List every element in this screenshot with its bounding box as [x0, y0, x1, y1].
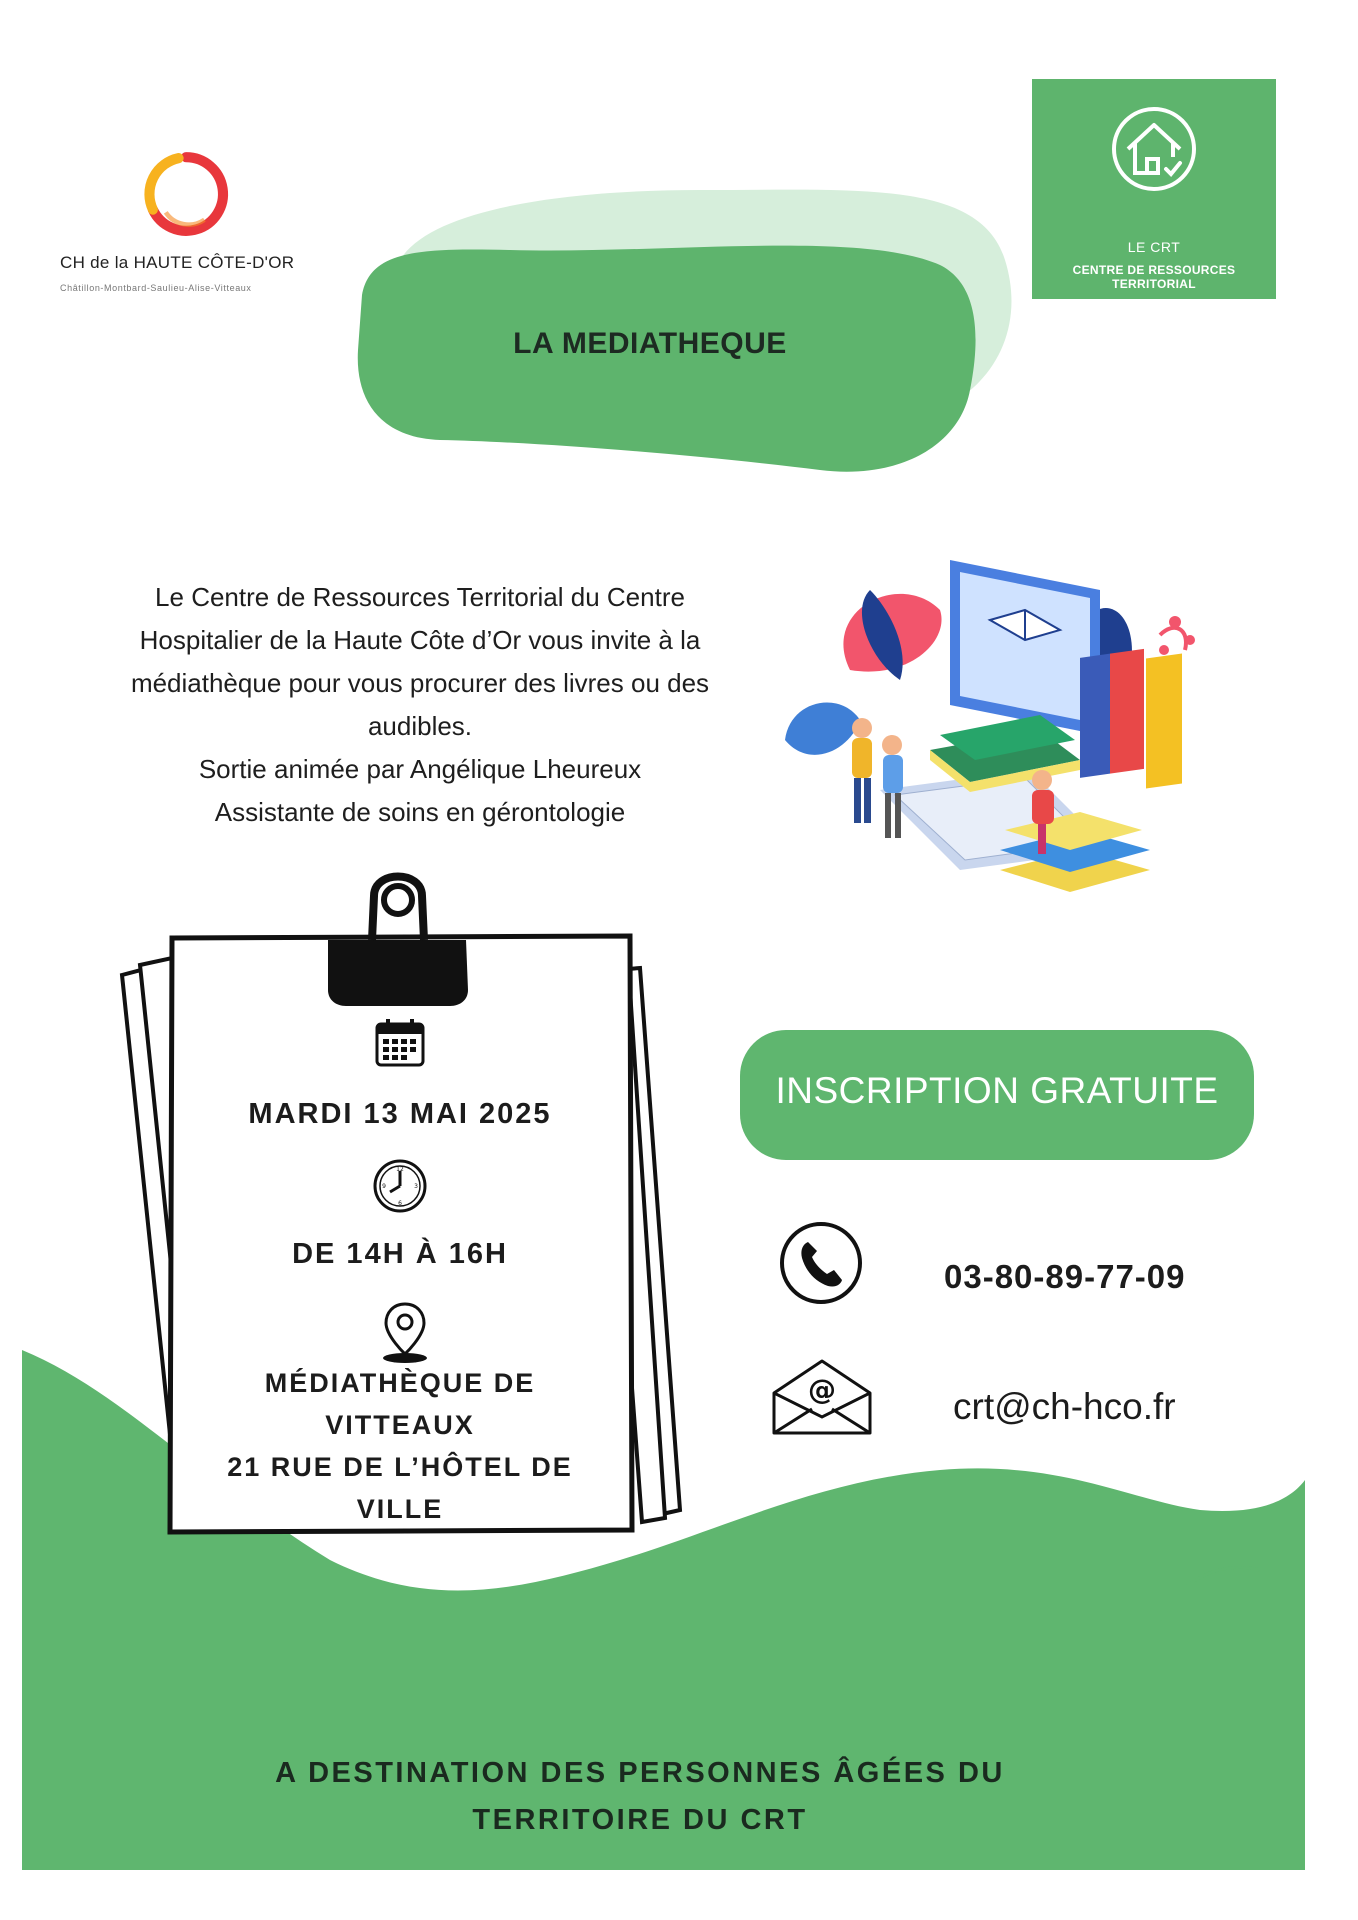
ch-logo-name: CH de la HAUTE CÔTE-D'OR — [60, 253, 295, 272]
location-pin-icon — [378, 1300, 432, 1364]
page-title: LA MEDIATHEQUE — [513, 327, 787, 360]
intro-text — [70, 576, 770, 834]
crt-logo-box — [1032, 79, 1276, 299]
place-line: VILLE — [356, 1494, 444, 1524]
intro-line: Le Centre de Ressources Territorial du Centre — [155, 582, 685, 612]
title-banner-shape — [340, 150, 1040, 490]
svg-text:@: @ — [808, 1373, 836, 1406]
place-line: 21 RUE DE L’HÔTEL DE — [227, 1452, 573, 1482]
footer-line: A DESTINATION DES PERSONNES ÂGÉES DU — [275, 1757, 1005, 1789]
place-line: VITTEAUX — [325, 1410, 475, 1440]
svg-text:3: 3 — [414, 1183, 418, 1190]
clock-icon — [372, 1158, 428, 1214]
place-line: MÉDIATHÈQUE DE — [264, 1368, 536, 1398]
crt-logo-subtitle: CENTRE DE RESSOURCES TERRITORIAL — [1072, 263, 1236, 291]
email-address: crt@ch-hco.fr — [953, 1386, 1176, 1427]
house-check-icon — [1110, 99, 1198, 199]
intro-line: audibles. — [367, 711, 473, 741]
intro-line: médiathèque pour vous procurer des livres ou des — [130, 668, 710, 698]
ch-logo-subtitle: Châtillon-Montbard-Saulieu-Alise-Vitteaux — [60, 283, 252, 293]
intro-line: Hospitalier de la Haute Côte d’Or vous invite à la — [139, 625, 701, 655]
svg-text:12: 12 — [396, 1166, 404, 1173]
inscription-label: INSCRIPTION GRATUITE — [775, 1070, 1219, 1111]
library-illustration — [780, 550, 1240, 960]
event-date: MARDI 13 MAI 2025 — [248, 1098, 552, 1130]
email-envelope-icon — [770, 1355, 874, 1437]
inscription-badge — [740, 1030, 1254, 1160]
ch-logo-ring-icon — [140, 148, 232, 240]
calendar-icon — [374, 1018, 426, 1068]
event-place — [170, 1362, 630, 1530]
footer-audience — [160, 1750, 1120, 1844]
phone-icon — [778, 1220, 864, 1306]
event-time: DE 14H À 16H — [292, 1238, 508, 1270]
svg-text:6: 6 — [398, 1200, 402, 1207]
crt-logo-title: LE CRT — [1127, 239, 1181, 255]
svg-text:9: 9 — [382, 1183, 386, 1190]
footer-line: TERRITOIRE DU CRT — [472, 1804, 808, 1836]
phone-number: 03-80-89-77-09 — [944, 1258, 1186, 1295]
intro-line: Assistante de soins en gérontologie — [214, 797, 626, 827]
intro-line: Sortie animée par Angélique Lheureux — [198, 754, 642, 784]
